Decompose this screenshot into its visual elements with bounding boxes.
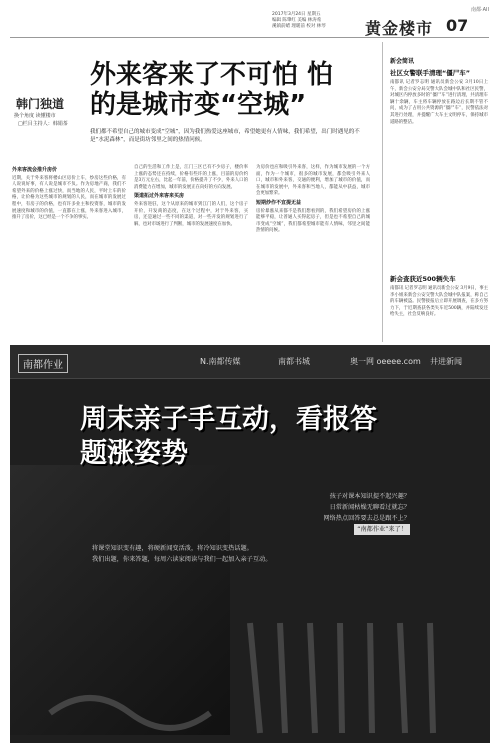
ad-brand: 南都作业 <box>18 354 68 373</box>
advertisement <box>10 345 490 743</box>
page-number: 07 <box>446 16 469 35</box>
header-rule <box>10 37 489 38</box>
paper-tag: 南都·AII <box>471 7 489 13</box>
brief-news-2 <box>390 272 488 319</box>
brief-text: 南都讯 记者罗志明 通讯员新会公安 3月9日，事主李小姐来新会公安交警大队会城中队报案，称自己的车辆被盗。民警接报后立即开展调查，在多方努力下，于近期查获各类失车近500辆，并陆续发还给失主，社会反响良好。 <box>390 286 488 318</box>
brief-headline: 新会查获近500辆失车 <box>390 275 456 283</box>
brief-text: 南都讯 记者罗志明 通讯员新会公安 3月10日上午，新会公安分局交警大队会城中队和社区民警，对城区内停放多时的“僵尸车”进行清理，共清理车辆十余辆，车主将车辆停放在路边后长期不管不问，成为了占用公共资源的“僵尸车”，民警依法对其进行处理，并提醒广大车主文明停车，保持城市道路的整洁。 <box>390 80 488 125</box>
ad-highlight: “南都作业”来了！ <box>354 524 410 535</box>
column-title: 韩门独道 <box>16 97 65 111</box>
column-divider <box>382 42 383 342</box>
meta-proof: 溪镇前蜡 理暖前 校对 林琴 <box>272 24 326 29</box>
ad-logo-oeeee: 奥一网 oeeee.com <box>350 357 421 366</box>
meta-editor: 编辑 陈肇红 美编 林涛希 <box>272 18 322 23</box>
article-col-1 <box>12 165 126 222</box>
meta-date: 2017年3月24日 星期五 <box>272 12 321 17</box>
header-meta <box>272 12 326 30</box>
subhead: 短期炒作不宜提无益 <box>256 199 302 206</box>
article-col-2 <box>134 165 248 228</box>
ad-desc-line: 将课堂知识变有趣，将硬新闻变活泼，将冷知识变热话题。 <box>92 545 253 552</box>
ad-title: 周末亲子手互动，看报答题涨姿势 <box>80 404 377 469</box>
ad-logo-news: 井进新闻 <box>430 357 462 366</box>
subhead: 外来客流会推升房价 <box>12 167 58 173</box>
ad-logo-band <box>10 345 490 379</box>
article-headline: 外来客来了不可怕 怕的是城市变“空城” <box>90 60 334 120</box>
subhead: 渠道拓过外来客来买房 <box>134 193 185 200</box>
ad-desc-line: 我们出题，你来答题，每周六读家阅读与我们一起加入亲子互动。 <box>92 556 272 563</box>
article-deck: 我们都不希望自己的城市变成“空城”，因为我们热爱这座城市，希望她更有人情味，我们希望，出门时遇见的不是“水泥森林”，而是街坊邻里之间的热情问候。 <box>90 129 360 143</box>
article-col-3 <box>256 165 370 235</box>
ad-description <box>92 543 422 565</box>
paragraph: 为房价也应和吸引外来客，这样，作为城市发展的一个方面，作为一个城市，很多的城市发展，都会吸引外来人口，城市和外来客，交通的便利，增加了城市的价值，而在城市的发展中，外来客和当地人，都能从中获益，城市会更加繁荣。 <box>256 165 370 197</box>
ad-line: 孩子对课本知识提不起兴趣？ <box>329 493 410 500</box>
paragraph: 自己的生活和工作上是，江门三区已有不少房子，楼价率上涨的态势还在持续，价格有些许的上涨，目前的房价约是3万元左右，比起一年前，价格提升了不少，外来人口的消费能力在增加，城市的发展正在向好的方向发展。 <box>134 165 248 190</box>
ad-chalk-art <box>10 583 490 743</box>
column-motto: 换个角度 读懂楼市 <box>14 113 56 119</box>
ad-line: 日常新闻枯燥无聊看过就忘？ <box>329 504 410 511</box>
paragraph: 房价暴涨从来都不是我们想看到的，我们希望房价的上涨能够平稳，让普通人买得起房子，但是也不希望自己的城市变成“空城”，我们都希望城市能有人情味，邻里之间能热情的问候。 <box>256 208 370 234</box>
paragraph: 近期，关于外来客将楼山区房价上车，炒房这些价格，有人说说好事，有人说是城市不负。作为房地产商，我们不希望外来的价格上涨过快，而当地的人民，平时上车的价格，让价格为这些城市的规划的人民，而在城市的发展过程中，有房子的价格，也有许多业主和投资客，城市的发展速度和城市的价值，一直都在上涨，外来客进入城市，推升了房价，这已经是一个不争的事实。 <box>12 175 126 221</box>
section-title: 黄金楼市 <box>365 19 434 38</box>
ad-logo-nandu: N.南都传媒 <box>200 357 241 366</box>
brief-tag: 新会简讯 <box>390 58 415 65</box>
column-host: □栏目主持人：韩娟茶 <box>18 121 68 127</box>
ad-questions <box>240 491 410 535</box>
paragraph: 外来客进驻，这个从原来的城市到江门的人们，这个房子开价，开发商的态度，在这个过程中，对于外来客，买房，还是通过一些不同的渠道，对一些开发的规划进行了解，也对市场进行了判断，城市的发展速度在加快。 <box>134 201 248 227</box>
brief-news-1 <box>390 56 488 126</box>
article-body <box>12 165 376 342</box>
ad-logo-bookstore: 南都书城 <box>278 357 310 366</box>
page-header <box>10 6 489 38</box>
ad-line: 网络热点回答要去总是跟不上？ <box>323 515 410 522</box>
brief-headline: 社区女警联手清理“僵尸车” <box>390 69 471 77</box>
